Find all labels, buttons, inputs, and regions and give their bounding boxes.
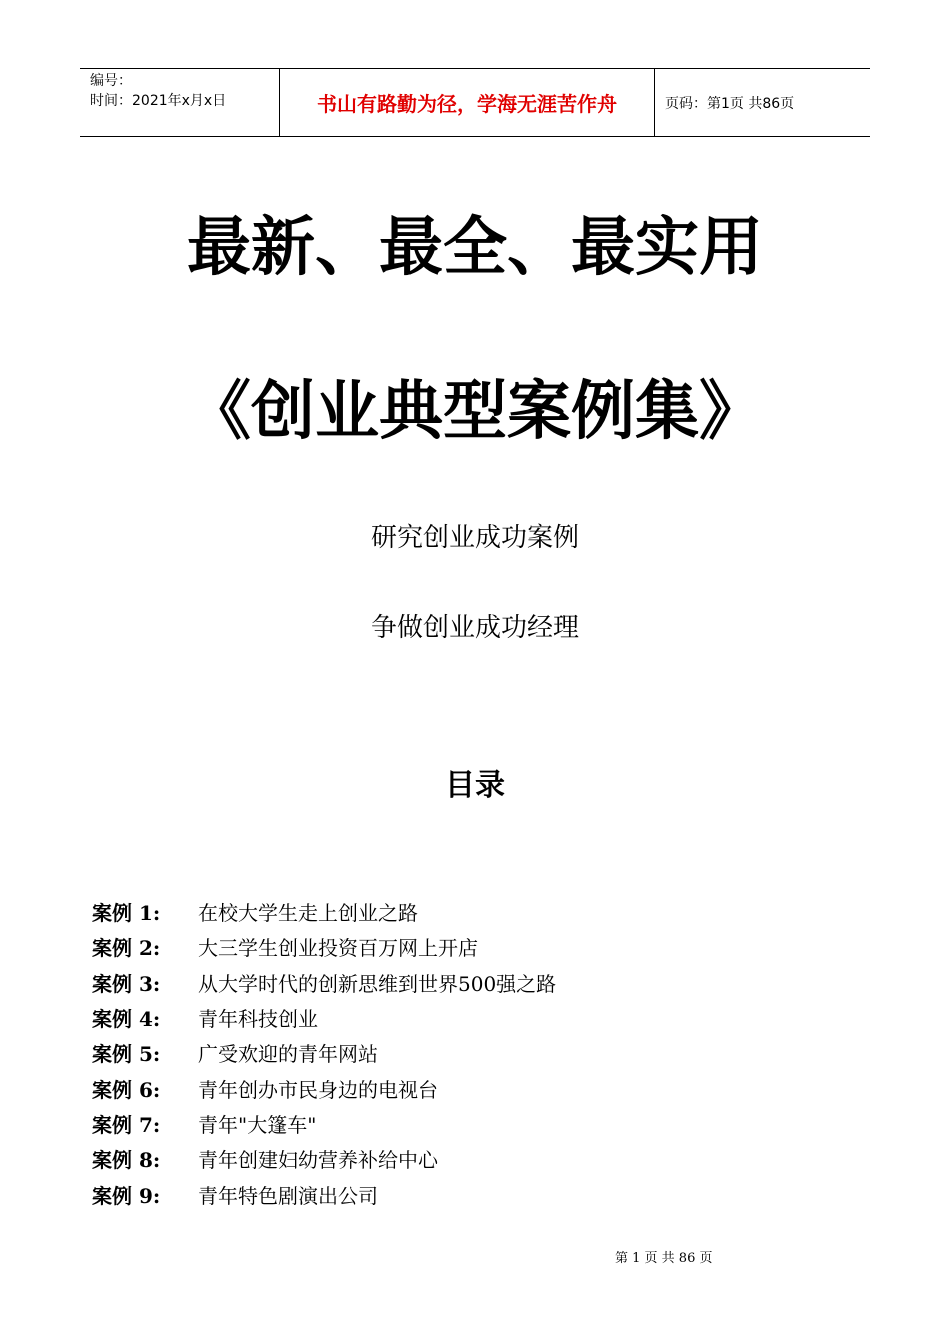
toc-item[interactable] xyxy=(92,965,852,1000)
header-motto: 书山有路勤为径，学海无涯苦作舟 xyxy=(280,69,655,136)
toc-item-title: 青年创办市民身边的电视台 xyxy=(198,1077,438,1102)
toc-item-number: 案例 2: xyxy=(92,936,161,961)
toc-item-number: 案例 6: xyxy=(92,1077,161,1102)
toc-item[interactable] xyxy=(92,1000,852,1035)
toc-heading: 目录 xyxy=(445,768,505,803)
document-title-line2: 《创业典型案例集》 xyxy=(187,374,763,449)
subtitle-2: 争做创业成功经理 xyxy=(370,613,579,643)
toc-item[interactable] xyxy=(92,1106,852,1141)
toc-item-number: 案例 7: xyxy=(92,1112,161,1137)
toc-item-number: 案例 8: xyxy=(92,1148,161,1173)
toc-item-title: 从大学时代的创新思维到世界500强之路 xyxy=(198,971,557,996)
subtitle-1: 研究创业成功案例 xyxy=(370,523,579,553)
header-meta xyxy=(80,69,280,136)
toc-item-title: 在校大学生走上创业之路 xyxy=(198,901,418,926)
toc-item-number: 案例 4: xyxy=(92,1007,161,1032)
toc-item-number: 案例 3: xyxy=(92,971,161,996)
document-title-line1: 最新、最全、最实用 xyxy=(187,210,763,285)
toc-item-title: 青年"大篷车" xyxy=(198,1112,317,1137)
footer-page-number: 第 1 页 共 86 页 xyxy=(615,1251,713,1266)
toc-item-number: 案例 1: xyxy=(92,901,161,926)
toc-item-number: 案例 5: xyxy=(92,1042,161,1067)
toc-item-number: 案例 9: xyxy=(92,1183,161,1208)
toc-item-title: 大三学生创业投资百万网上开店 xyxy=(198,936,478,961)
toc-item-title: 青年创建妇幼营养补给中心 xyxy=(198,1148,438,1173)
toc-item-title: 青年科技创业 xyxy=(198,1007,318,1032)
toc-item[interactable] xyxy=(92,929,852,964)
toc-item-title: 广受欢迎的青年网站 xyxy=(198,1042,378,1067)
toc-item[interactable] xyxy=(92,1070,852,1105)
toc-item-title: 青年特色剧演出公司 xyxy=(198,1183,378,1208)
time-label: 时间：2021年x月x日 xyxy=(90,93,227,109)
number-label: 编号： xyxy=(90,73,132,89)
toc-item[interactable] xyxy=(92,1141,852,1176)
toc-item[interactable] xyxy=(92,1035,852,1070)
header-page-info: 页码：第1页 共86页 xyxy=(665,95,795,112)
table-of-contents xyxy=(92,894,852,1212)
toc-item[interactable] xyxy=(92,1176,852,1211)
page-header xyxy=(80,68,870,137)
toc-item[interactable] xyxy=(92,894,852,929)
